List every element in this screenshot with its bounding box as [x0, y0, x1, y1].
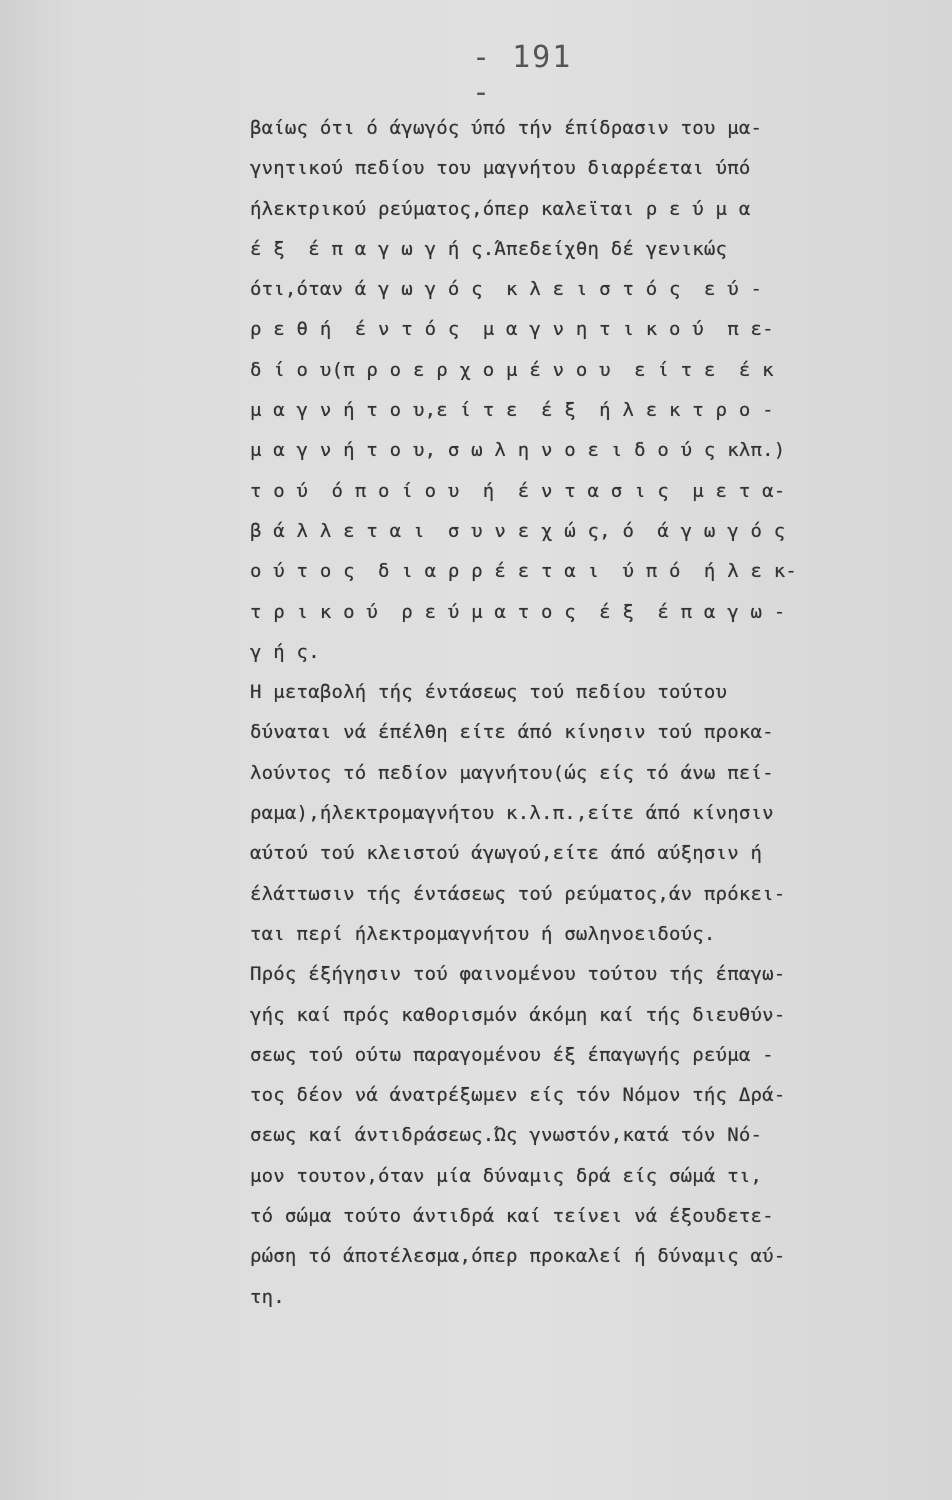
text-line: ο ύ τ ο ς δ ι α ρ ρ έ ε τ α ι ύ π ό ή λ ε κ- — [250, 560, 798, 583]
text-line: τ ο ύ ό π ο ί ο υ ή έ ν τ α σ ι ς μ ε τ α- — [250, 479, 786, 502]
text-line: τ ρ ι κ ο ύ ρ ε ύ μ α τ ο ς έ ξ έ π α γ ω - — [250, 600, 786, 623]
text-line: μ α γ ν ή τ ο υ, σ ω λ η ν ο ε ι δ ο ύ ς κλπ.) — [250, 439, 786, 462]
text-line: έλάττωσιν τής έντάσεως τού ρεύματος,άν πρόκει- — [250, 882, 786, 905]
text-line: Η μεταβολή τής έντάσεως τού πεδίου τούτου — [250, 681, 728, 704]
text-line: ται περί ήλεκτρομαγνήτου ή σωληνοειδούς. — [250, 922, 716, 945]
text-line: τη. — [250, 1285, 285, 1308]
text-line: μ α γ ν ή τ ο υ,ε ί τ ε έ ξ ή λ ε κ τ ρ ο - — [250, 399, 774, 422]
text-line: ρώση τό άποτέλεσμα,όπερ προκαλεί ή δύναμις αύ- — [250, 1245, 786, 1268]
text-line: Πρός έξήγησιν τού φαινομένου τούτου τής έπαγω- — [250, 963, 786, 986]
text-line: λούντος τό πεδίον μαγνήτου(ώς είς τό άνω πεί- — [250, 761, 774, 784]
text-line: γής καί πρός καθορισμόν άκόμη καί τής διευθύν- — [250, 1003, 786, 1026]
text-line: β ά λ λ ε τ α ι σ υ ν ε χ ώ ς, ό ά γ ω γ ό ς — [250, 519, 786, 542]
text-line: ότι,όταν ά γ ω γ ό ς κ λ ε ι σ τ ό ς ε ύ - — [250, 278, 763, 301]
text-line: βαίως ότι ό άγωγός ύπό τήν έπίδρασιν του μα- — [250, 117, 763, 139]
text-line: δύναται νά έπέλθη είτε άπό κίνησιν τού προκα- — [250, 721, 774, 744]
text-line: τό σώμα τούτο άντιδρά καί τείνει νά έξουδετε- — [250, 1205, 774, 1228]
text-line: σεως καί άντιδράσεως.Ώς γνωστόν,κατά τόν Νό- — [250, 1124, 763, 1147]
body-text — [250, 108, 890, 1317]
page-number: - 191 - — [472, 40, 573, 110]
text-line: έ ξ έ π α γ ω γ ή ς.Άπεδείχθη δέ γενικώς — [250, 237, 728, 260]
text-line: σεως τού ούτω παραγομένου έξ έπαγωγής ρεύμα - — [250, 1043, 774, 1066]
text-line: γ ή ς. — [250, 640, 320, 663]
text-line: γνητικού πεδίου του μαγνήτου διαρρέεται ύπό — [250, 157, 751, 180]
text-line: ρ ε θ ή έ ν τ ό ς μ α γ ν η τ ι κ ο ύ π ε- — [250, 318, 774, 341]
text-line: ραμα),ήλεκτρομαγνήτου κ.λ.π.,είτε άπό κίνησιν — [250, 802, 774, 825]
text-line: δ ί ο υ(π ρ ο ε ρ χ ο μ έ ν ο υ ε ί τ ε έ κ — [250, 358, 774, 381]
text-line: μον τουτον,όταν μία δύναμις δρά είς σώμά τι, — [250, 1164, 763, 1187]
text-line: τος δέον νά άνατρέξωμεν είς τόν Νόμον τής Δρά- — [250, 1084, 786, 1107]
text-line: αύτού τού κλειστού άγωγού,είτε άπό αύξησιν ή — [250, 842, 763, 865]
text-line: ήλεκτρικού ρεύματος,όπερ καλεϊται ρ ε ύ μ α — [250, 197, 751, 220]
